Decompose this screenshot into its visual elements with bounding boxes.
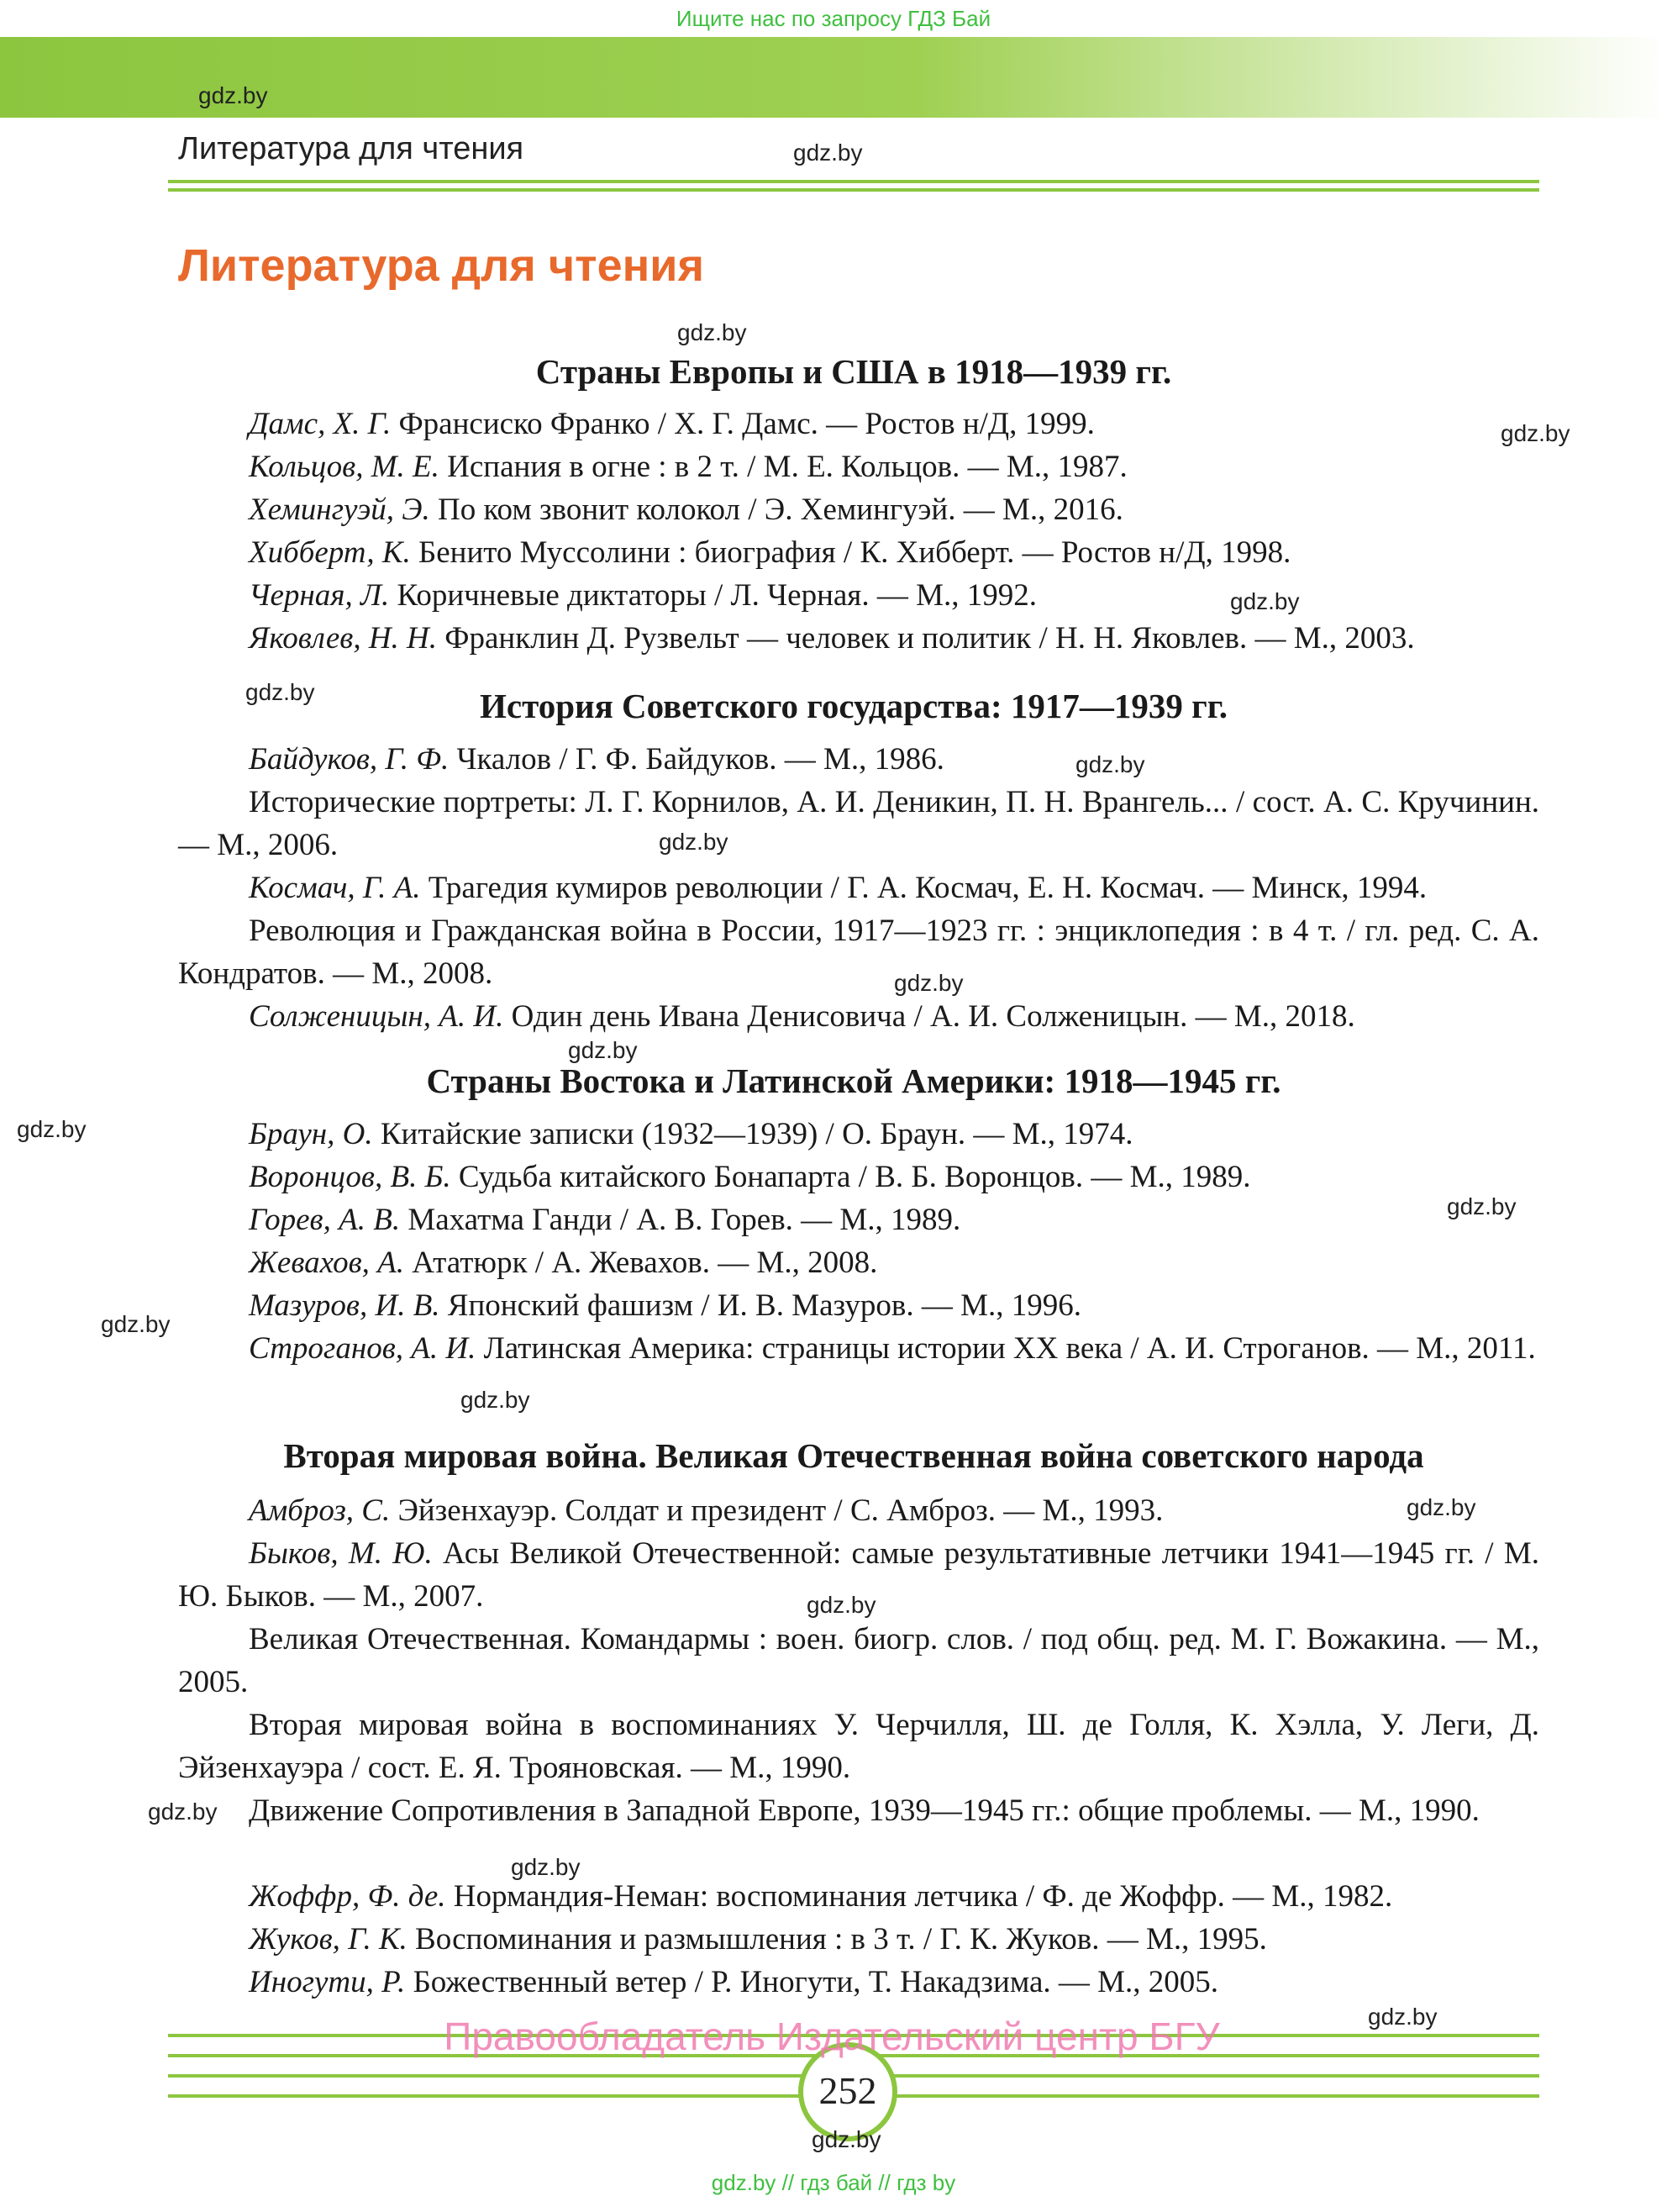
entry-text: Движение Сопротивления в Западной Европе, 1939—1945 гг.: общие проблемы. — М., 1990. — [249, 1793, 1480, 1828]
entry-text: Франклин Д. Рузвельт — человек и политик / Н. Н. Яковлев. — М., 2003. — [444, 621, 1415, 656]
page-title: Литература для чтения — [178, 240, 704, 291]
bibliography-entry — [178, 403, 1539, 445]
watermark: gdz.by — [812, 2126, 881, 2152]
bibliography-entry — [178, 866, 1539, 909]
bibliography-entry — [178, 1113, 1539, 1156]
watermark: gdz.by — [511, 1854, 581, 1880]
bibliography-entry — [178, 1961, 1539, 2004]
watermark: gdz.by — [198, 82, 268, 108]
entry-author: Байдуков, Г. Ф. — [249, 742, 450, 777]
bibliography-entry — [178, 1284, 1539, 1327]
entry-author: Яковлев, Н. Н. — [249, 621, 438, 656]
watermark: gdz.by — [677, 319, 747, 345]
watermark: gdz.by — [460, 1387, 530, 1413]
watermark: gdz.by — [1447, 1193, 1517, 1219]
watermark: gdz.by — [1075, 751, 1145, 777]
bibliography-entry — [178, 488, 1539, 531]
entry-text: Великая Отечественная. Командармы : воен. биогр. слов. / под общ. ред. М. Г. Вожакина. — М., 2005. — [178, 1622, 1539, 1699]
section-title: Вторая мировая война. Великая Отечественная война советского народа — [283, 1436, 1424, 1475]
watermark: gdz.by — [1407, 1494, 1476, 1520]
entry-text: По ком звонит колокол / Э. Хемингуэй. — М., 2016. — [437, 492, 1123, 527]
entry-text: Чкалов / Г. Ф. Байдуков. — М., 1986. — [456, 742, 944, 777]
watermark: gdz.by — [17, 1116, 87, 1142]
bibliography-entry — [178, 1875, 1539, 1918]
entry-text: Воспоминания и размышления : в 3 т. / Г. К. Жуков. — М., 1995. — [415, 1922, 1267, 1957]
bibliography-entry — [178, 1156, 1539, 1198]
bibliography-entry — [178, 1241, 1539, 1284]
entry-text: Ататюрк / А. Жевахов. — М., 2008. — [412, 1246, 878, 1280]
entry-author: Браун, О. — [249, 1117, 373, 1151]
bibliography-entry — [178, 909, 1539, 995]
section-title: Страны Европы и США в 1918—1939 гг. — [535, 352, 1172, 391]
entry-author: Амброз, С. — [249, 1493, 391, 1528]
entry-author: Черная, Л. — [249, 578, 390, 613]
entry-author: Иногути, Р. — [249, 1965, 406, 1999]
entry-author: Хемингуэй, Э. — [249, 492, 430, 527]
entry-author: Дамс, Х. Г. — [249, 407, 392, 441]
entry-author: Кольцов, М. Е. — [249, 450, 439, 484]
watermark: gdz.by — [101, 1311, 171, 1337]
entry-author: Хибберт, К. — [249, 535, 411, 570]
entry-text: Исторические портреты: Л. Г. Корнилов, А. И. Деникин, П. Н. Врангель... / сост. А. С. Кручинин. — М., 2006. — [178, 785, 1539, 862]
top-banner: Ищите нас по запросу ГДЗ Бай — [676, 6, 991, 31]
bibliography-entry — [178, 1198, 1539, 1241]
entry-author: Жевахов, А. — [249, 1246, 405, 1280]
bibliography-entry — [178, 1618, 1539, 1704]
watermark: gdz.by — [148, 1799, 218, 1825]
footer-links[interactable]: gdz.by // гдз бай // гдз by — [711, 2170, 956, 2195]
entry-author: Космач, Г. А. — [249, 871, 421, 905]
watermark: gdz.by — [1368, 2004, 1438, 2030]
watermark: gdz.by — [793, 140, 863, 166]
entry-author: Воронцов, В. Б. — [249, 1160, 451, 1194]
header-rule — [168, 188, 1539, 192]
watermark: gdz.by — [245, 679, 315, 705]
bibliography-entry — [178, 1704, 1539, 1789]
watermark: gdz.by — [1501, 420, 1570, 446]
entry-text: Трагедия кумиров революции / Г. А. Космач, Е. Н. Космач. — Минск, 1994. — [428, 871, 1428, 905]
bibliography-entry — [178, 1489, 1539, 1532]
entry-text: Эйзенхауэр. Солдат и президент / С. Амброз. — М., 1993. — [397, 1493, 1164, 1528]
entry-text: Божественный ветер / Р. Иногути, Т. Накадзима. — М., 2005. — [413, 1965, 1219, 1999]
bibliography-entry — [178, 738, 1539, 781]
entry-text: Судьба китайского Бонапарта / В. Б. Воронцов. — М., 1989. — [458, 1160, 1251, 1194]
entry-author: Быков, М. Ю. — [249, 1536, 433, 1571]
entry-text: Японский фашизм / И. В. Мазуров. — М., 1996. — [447, 1288, 1081, 1323]
bibliography-entry — [178, 1789, 1539, 1832]
entry-author: Жуков, Г. К. — [249, 1922, 408, 1957]
entry-text: Латинская Америка: страницы истории XX века / А. И. Строганов. — М., 2011. — [483, 1331, 1536, 1366]
entry-author: Строганов, А. И. — [249, 1331, 476, 1366]
entry-author: Горев, А. В. — [249, 1203, 401, 1237]
bibliography-entry — [178, 531, 1539, 574]
bibliography-entry — [178, 1918, 1539, 1961]
bibliography-entry — [178, 995, 1539, 1038]
entry-author: Солженицын, А. И. — [249, 999, 504, 1034]
running-head: Литература для чтения — [178, 131, 524, 166]
watermark: gdz.by — [1230, 588, 1300, 614]
entry-text: Франсиско Франко / Х. Г. Дамс. — Ростов н/Д, 1999. — [398, 407, 1095, 441]
entry-text: Асы Великой Отечественной: самые результативные летчики 1941—1945 гг. / М. Ю. Быков. — М., 2007. — [178, 1536, 1540, 1614]
entry-text: Китайские записки (1932—1939) / О. Браун. — М., 1974. — [380, 1117, 1133, 1151]
entry-text: Коричневые диктаторы / Л. Черная. — М., 1992. — [397, 578, 1037, 613]
watermark: gdz.by — [807, 1592, 876, 1618]
entry-text: Испания в огне : в 2 т. / М. Е. Кольцов. — М., 1987. — [447, 450, 1128, 484]
header-rule — [168, 180, 1539, 183]
rights-holder-watermark: Правообладатель Издательский центр БГУ — [444, 2014, 1220, 2058]
watermark: gdz.by — [568, 1037, 638, 1063]
watermark: gdz.by — [894, 970, 964, 996]
entry-text: Революция и Гражданская война в России, 1917—1923 гг. : энциклопедия : в 4 т. / гл. ред. С. А. Кондратов. — М., 2008. — [178, 914, 1539, 991]
bibliography-entry — [178, 574, 1539, 617]
watermark: gdz.by — [659, 829, 728, 855]
entry-author: Жоффр, Ф. де. — [249, 1879, 446, 1914]
bibliography-entry — [178, 445, 1539, 488]
section-title: Страны Востока и Латинской Америки: 1918—1945 гг. — [426, 1061, 1281, 1100]
bibliography-entry — [178, 617, 1539, 660]
entry-author: Мазуров, И. В. — [249, 1288, 440, 1323]
entry-text: Один день Ивана Денисовича / А. И. Солженицын. — М., 2018. — [511, 999, 1355, 1034]
section-title: История Советского государства: 1917—1939 гг. — [480, 687, 1228, 725]
entry-text: Бенито Муссолини : биография / К. Хибберт. — Ростов н/Д, 1998. — [418, 535, 1291, 570]
bibliography-entry — [178, 1327, 1539, 1370]
page-number: 252 — [798, 2042, 897, 2141]
entry-text: Вторая мировая война в воспоминаниях У. Черчилля, Ш. де Голля, К. Хэлла, У. Леги, Д. Эйзенхауэра / сост. Е. Я. Трояновская. — М., 1990. — [178, 1708, 1539, 1785]
entry-text: Нормандия-Неман: воспоминания летчика / Ф. де Жоффр. — М., 1982. — [453, 1879, 1393, 1914]
entry-text: Махатма Ганди / А. В. Горев. — М., 1989. — [408, 1203, 961, 1237]
bibliography-entry — [178, 781, 1539, 866]
